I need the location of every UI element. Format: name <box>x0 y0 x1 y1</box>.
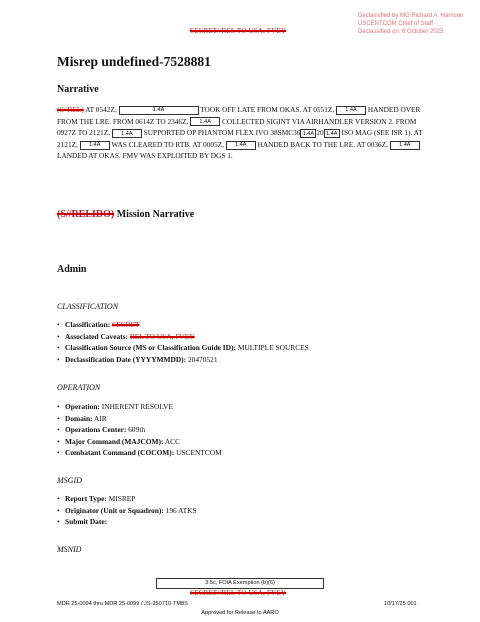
list-item <box>57 447 222 459</box>
mission-narrative-heading <box>57 209 194 220</box>
list-item <box>57 331 309 343</box>
classification-banner-top: SECRET//REL TO USA, FVEY <box>190 27 287 35</box>
field-label: Operation: <box>65 402 100 411</box>
field-label: Classification: <box>65 320 111 329</box>
field-value: 196 ATKS <box>165 505 197 515</box>
narrative-paragraph <box>57 104 427 162</box>
mission-narrative-title: Mission Narrative <box>116 209 195 220</box>
field-label: Domain: <box>65 413 93 423</box>
list-item <box>57 413 222 425</box>
field-label: Report Type: <box>65 494 107 503</box>
page-title: Misrep undefined-7528881 <box>57 54 211 69</box>
narrative-text: COLLECTED SIGINT VIA AIRHANDLER VERSION 2. FROM 0927Z TO 2121Z, <box>57 116 417 138</box>
operation-list <box>57 401 222 459</box>
narrative-text: HANDED OVER FROM THE LRE. FROM 0614Z TO 2346Z, <box>57 105 421 126</box>
field-value: 609th <box>128 425 146 434</box>
footer-document-id: MDR 25-0094 thru MDR 25-0099 / JS-250710-TM8S <box>57 601 188 607</box>
field-label: Operations Center: <box>65 425 127 434</box>
field-value: 20470521 <box>187 354 218 364</box>
redaction-box: 1.4A <box>390 141 420 150</box>
narrative-text: TOOK OFF LATE FROM OKAS. AT 0551Z, <box>200 105 335 114</box>
field-value: MISREP <box>108 494 136 503</box>
list-item <box>57 505 197 517</box>
list-item <box>57 493 197 505</box>
field-value: INHERENT RESOLVE <box>101 402 174 411</box>
redaction-box: 1.4A <box>300 129 316 138</box>
field-value: SECRET <box>112 320 140 329</box>
classification-heading: CLASSIFICATION <box>57 302 119 311</box>
field-label: Associated Caveats: <box>65 331 129 341</box>
field-label: Originator (Unit or Squadron): <box>65 505 164 515</box>
field-value: REL TO USA, FVEY <box>129 331 195 341</box>
declass-line: USCENTCOM Chief of Staff <box>358 21 433 27</box>
redaction-box: 1.4A <box>226 141 256 150</box>
list-item <box>57 424 222 436</box>
foia-exemption-box: 3.5c, FOIA Exemption (b)(6) <box>156 578 324 589</box>
field-value: MULTIPLE SOURCES <box>237 343 309 352</box>
narrative-text: 20 <box>316 128 324 138</box>
field-label: Combatant Command (COCOM): <box>65 448 175 457</box>
list-item <box>57 436 222 448</box>
portion-marking: (S//RELIDO) <box>57 209 115 220</box>
footer-date-code: 10/17/25 001 <box>384 601 417 607</box>
operation-heading: OPERATION <box>57 383 101 392</box>
field-label: Classification Source (MS or Classification Guide ID): <box>65 343 236 352</box>
list-item <box>57 319 309 331</box>
redaction-box: 1.4A <box>80 141 110 150</box>
field-value: ACC <box>164 436 181 446</box>
classification-list <box>57 319 309 365</box>
list-item <box>57 516 197 528</box>
list-item <box>57 354 309 366</box>
narrative-text: SUPPORTED OP PHANTOM FLEX IVO 38SMC36 <box>143 128 301 138</box>
field-label: Major Command (MAJCOM): <box>65 436 164 446</box>
field-label: Submit Date: <box>65 517 108 526</box>
narrative-heading: Narrative <box>57 84 99 95</box>
footer-release-statement: Approved for Release to AARO <box>201 610 279 616</box>
narrative-text: LANDED AT OKAS. FMV WAS EXPLOITED BY DGS 1. <box>57 151 233 161</box>
classification-banner-bottom: SECRET//REL TO USA, FVEY <box>190 589 287 597</box>
narrative-text: AT 0542Z, <box>85 105 117 114</box>
msnid-heading: MSNID <box>57 545 82 554</box>
redaction-box: 1.4A <box>119 106 199 115</box>
msgid-heading: MSGID <box>57 476 82 485</box>
redaction-box: 1.4A <box>112 129 142 138</box>
msgid-list <box>57 493 197 528</box>
list-item <box>57 342 309 354</box>
declassification-stamp <box>358 12 463 36</box>
list-item <box>57 401 222 413</box>
field-label: Declassification Date (YYYYMMDD): <box>65 354 187 364</box>
declass-line: Declassified on: 6 October 2025 <box>358 29 444 35</box>
declass-line: Declassified by MG Richard A. Harrison <box>358 13 464 19</box>
narrative-text: WAS CLEARED TO RTB. AT 0005Z, <box>111 139 224 149</box>
redaction-box: 1.4A <box>190 117 220 126</box>
narrative-text: HANDED BACK TO THE LRE. AT 0036Z, <box>257 139 388 149</box>
narrative-text: ISO MAG (SEE ISR 1). AT 2121Z, <box>57 128 423 149</box>
field-value: AIR <box>93 413 107 423</box>
admin-heading: Admin <box>57 264 87 275</box>
field-value: USCENTCOM <box>176 448 222 457</box>
redaction-box: 1.4A <box>324 129 340 138</box>
redaction-box: 1.4A <box>336 106 366 115</box>
portion-marking: (S//REL) <box>57 105 84 114</box>
